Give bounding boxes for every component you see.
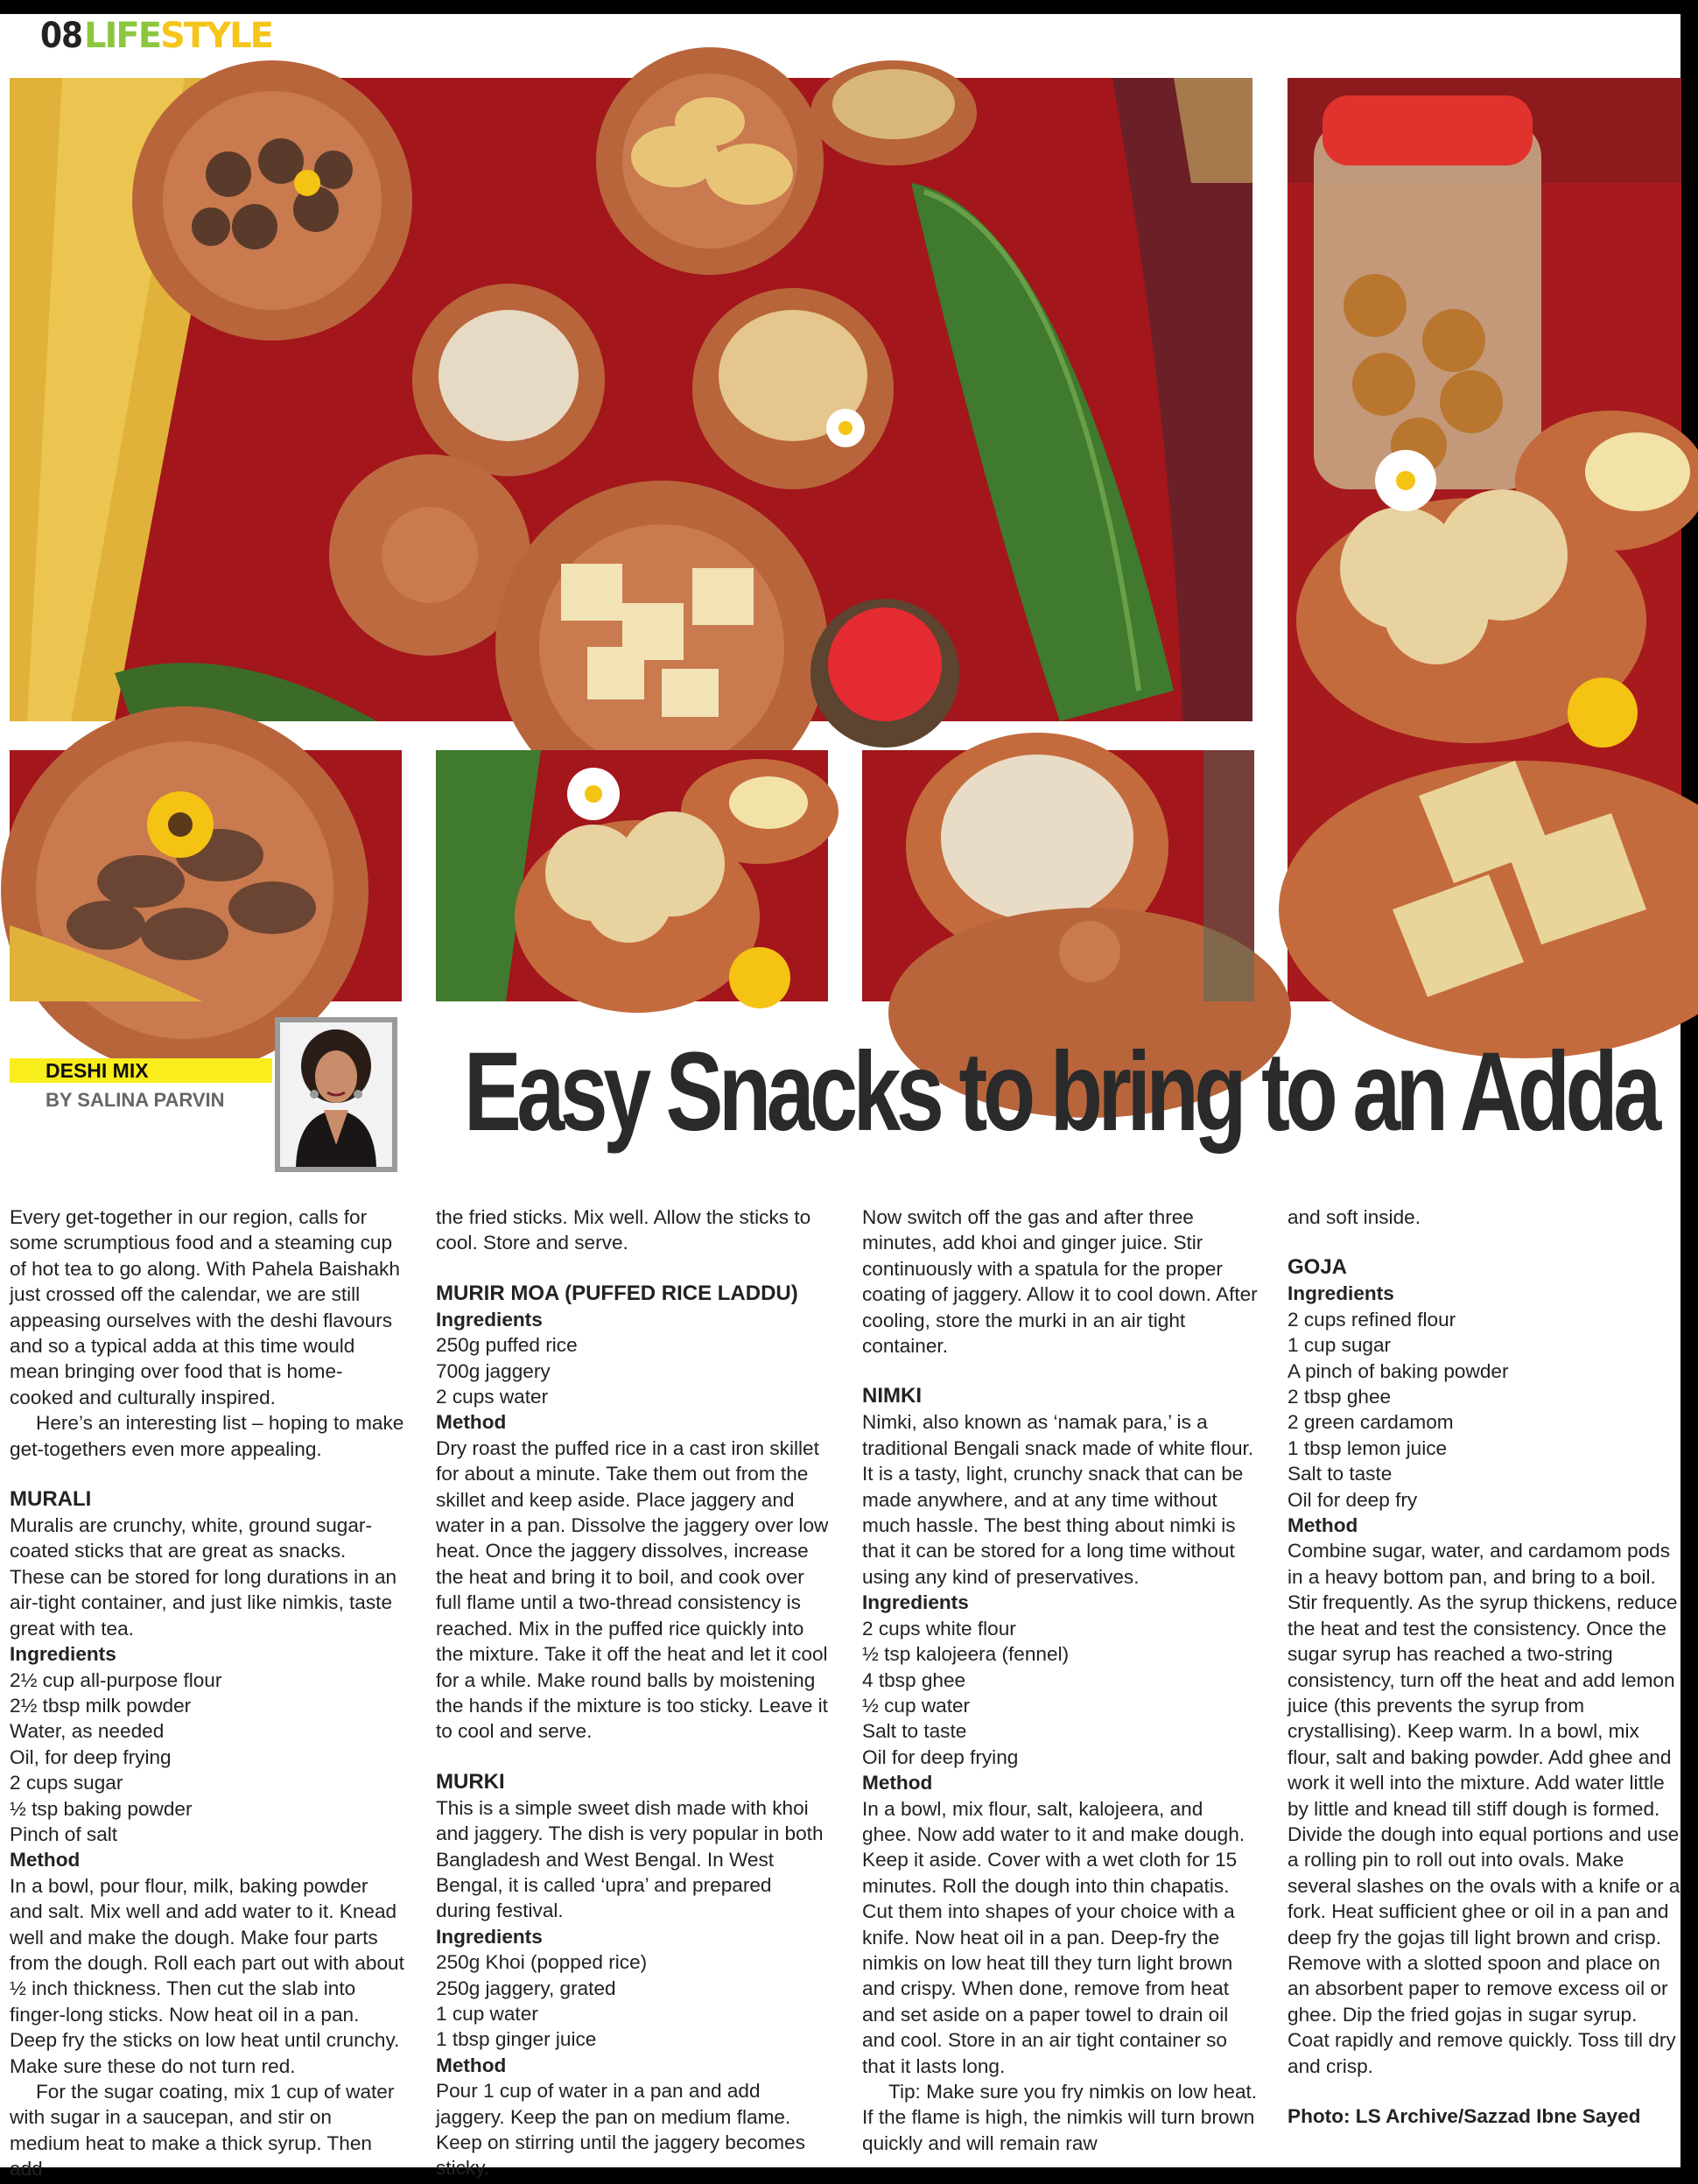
murali-method: In a bowl, pour flour, milk, baking powder and salt. Mix well and add water to it. Knead well and make the dough. Make four parts from the dough. Roll each part out with about ½ inch thickness. Then cut the slab into finger-long sticks. Now heat oil in a pan. Deep fry the sticks on low heat until crunchy. Make sure these do not turn red. [10, 1874, 404, 2077]
ingredient-item: Oil for deep frying [862, 1745, 1019, 1768]
murali-ingredients-label: Ingredients [10, 1643, 116, 1666]
ingredient-item: 2 cups water [436, 1386, 549, 1408]
goja-heading: GOJA [1288, 1255, 1348, 1280]
murali-photo [10, 750, 402, 1001]
murki-description: This is a simple sweet dish made with khoi and jaggery. The dish is very popular in both Bangladesh and West Bengal. In West Bengal, it is called ‘upra’ and prepared during festival. [436, 1796, 824, 1922]
column-1 [10, 1204, 405, 2182]
ingredient-item: 1 cup sugar [1288, 1334, 1392, 1357]
murki-method: Pour 1 cup of water in a pan and add jaggery. Keep the pan on medium flame. Keep on stirring until the jaggery becomes sticky. [436, 2080, 805, 2180]
moa-method-label: Method [436, 1411, 507, 1434]
murir-moa-photo [862, 750, 1254, 1001]
column-3 [862, 1204, 1258, 2156]
murali-method-2: For the sugar coating, mix 1 cup of water with sugar in a saucepan, and stir on medium heat to make a thick syrup. Then add [10, 2081, 395, 2180]
byline: BY SALINA PARVIN [46, 1089, 225, 1111]
ingredient-item: Oil, for deep frying [10, 1745, 172, 1768]
section-name-style: STYLE [160, 16, 272, 56]
photo-credit: Photo: LS Archive/Sazzad Ibne Sayed [1288, 2105, 1641, 2127]
ingredient-item: ½ tsp kalojeera (fennel) [862, 1643, 1070, 1666]
murki-heading: MURKI [436, 1769, 505, 1794]
nimki-pot-photo [436, 750, 828, 1001]
murki-method-label: Method [436, 2054, 507, 2076]
headline: Easy Snacks to bring to an Adda [464, 1029, 1657, 1155]
intro-paragraph: Every get-together in our region, calls for some scrumptious food and a steaming cup of hot tea to go along. With Pahela Baishakh just crossed off the calendar, we are still appeasing ourselves with the deshi flavours and so a typical adda at this time would mean bringing over food that is home-cooked and culturally inspired. [10, 1206, 400, 1408]
murali-description: Muralis are crunchy, white, ground sugar-coated sticks that are great as snacks. These can be stored for long durations in an air-tight container, and just like nimkis, taste great with tea. [10, 1514, 397, 1640]
ingredient-item: 700g jaggery [436, 1359, 551, 1382]
goja-ingredients-label: Ingredients [1288, 1282, 1394, 1305]
ingredient-item: 250g jaggery, grated [436, 1977, 616, 1999]
ingredient-item: 1 tbsp lemon juice [1288, 1436, 1448, 1459]
nimki-method-label: Method [862, 1772, 933, 1794]
moa-method: Dry roast the puffed rice in a cast iron skillet for about a minute. Take them out from the skillet and keep aside. Place jaggery and water in a pan. Dissolve the jaggery over low heat. Once the jaggery dissolves, increase the heat and bring it to boil, and cook over full flame until a two-thread consistency is reached. Mix in the puffed rice quickly into the mixture. Take it off the heat and let it cool for a while. Make round balls by moistening the hands if the mixture is too sticky. Leave it to cool and serve. [436, 1436, 829, 1743]
ingredient-item: 250g puffed rice [436, 1334, 578, 1357]
jar-nimki-photo [1288, 78, 1681, 1001]
nimki-tip: Tip: Make sure you fry nimkis on low heat. If the flame is high, the nimkis will turn brown quickly and will remain raw [862, 2081, 1258, 2154]
ingredient-item: Salt to taste [1288, 1463, 1393, 1485]
ingredient-item: 1 cup water [436, 2002, 538, 2025]
intro-paragraph-2: Here’s an interesting list – hoping to make get-togethers even more appealing. [10, 1412, 404, 1460]
nimki-method: In a bowl, mix flour, salt, kalojeera, and ghee. Now add water to it and make dough. Keep it aside. Cover with a wet cloth for 15 minutes. Roll the dough into thin chapatis. Cut them into shapes of your choice with a knife. Now heat oil in a pan. Deep-fry the nimkis on low heat till they turn light brown and crispy. When done, remove from heat and set aside on a paper towel to drain oil and cool. Store in an air tight container so that it lasts long. [862, 1797, 1245, 2077]
ingredient-item: A pinch of baking powder [1288, 1359, 1509, 1382]
kicker: DESHI MIX [46, 1059, 149, 1082]
ingredient-item: 2 cups white flour [862, 1617, 1016, 1640]
main-food-photo [10, 78, 1252, 721]
murali-heading: MURALI [10, 1487, 92, 1512]
column-4 [1288, 1204, 1683, 2129]
goja-method: Combine sugar, water, and cardamom pods in a heavy bottom pan, and bring to a boil. Stir frequently. As the syrup thickens, reduce the heat and test the consistency. Once the sugar syrup has reached a two-string consistency, turn off the heat and add lemon juice (this prevents the syrup from crystallising). Keep warm. In a bowl, mix flour, salt and baking powder. Add ghee and work it well into the mixture. Add water little by little and knead till stiff dough is formed. Divide the dough into equal portions and use a rolling pin to roll out into ovals. Make several slashes on the ovals with a knife or a fork. Heat sufficient ghee or oil in a pan and deep fry the gojas till light brown and crisp. Remove with a slotted spoon and place on an absorbent paper to remove excess oil or ghee. Dip the fried gojas in sugar syrup. Coat rapidly and remove quickly. Toss till dry and crisp. [1288, 1540, 1680, 2077]
ingredient-item: 2½ tbsp milk powder [10, 1694, 192, 1717]
ingredient-item: 250g Khoi (popped rice) [436, 1951, 648, 1974]
newspaper-page [0, 14, 1680, 2180]
page-number: 08 [40, 16, 83, 56]
ingredient-item: Salt to taste [862, 1720, 967, 1743]
murir-moa-heading: MURIR MOA (PUFFED RICE LADDU) [436, 1281, 798, 1305]
ingredient-item: 2 cups sugar [10, 1772, 123, 1794]
ingredient-item: 2½ cup all-purpose flour [10, 1668, 222, 1691]
ingredient-item: ½ tsp baking powder [10, 1797, 193, 1820]
ingredient-item: Oil for deep fry [1288, 1488, 1418, 1511]
goja-method-label: Method [1288, 1514, 1358, 1537]
ingredient-item: ½ cup water [862, 1694, 971, 1717]
ingredient-item: 4 tbsp ghee [862, 1668, 966, 1691]
nimki-ingredients-label: Ingredients [862, 1591, 969, 1614]
nimki-description: Nimki, also known as ‘namak para,’ is a traditional Bengali snack made of white flour. It is a tasty, light, crunchy snack that can be made anywhere, and at any time without much hassle. The best thing about nimki is that it can be stored for a long time without using any kind of preservatives. [862, 1411, 1254, 1588]
murki-method-continued: Now switch off the gas and after three minutes, add khoi and ginger juice. Stir continuously with a spatula for the proper coating of jaggery. Allow it to cool down. After cooling, store the murki in an air tight container. [862, 1206, 1258, 1358]
section-name [84, 16, 272, 56]
author-photo [275, 1017, 397, 1172]
nimki-tip-continued: and soft inside. [1288, 1206, 1421, 1228]
ingredient-item: 2 tbsp ghee [1288, 1386, 1392, 1408]
ingredient-item: 1 tbsp ginger juice [436, 2028, 597, 2051]
murali-method-label: Method [10, 1849, 81, 1871]
murali-method-continued: the fried sticks. Mix well. Allow the sticks to cool. Store and serve. [436, 1206, 811, 1254]
section-name-life: LIFE [84, 16, 161, 56]
ingredient-item: 2 cups refined flour [1288, 1308, 1456, 1331]
murki-ingredients-label: Ingredients [436, 1925, 543, 1948]
column-2 [436, 1204, 831, 2181]
moa-ingredients-label: Ingredients [436, 1308, 543, 1331]
ingredient-item: Pinch of salt [10, 1822, 118, 1845]
ingredient-item: 2 green cardamom [1288, 1411, 1454, 1434]
nimki-heading: NIMKI [862, 1384, 922, 1408]
ingredient-item: Water, as needed [10, 1720, 165, 1743]
